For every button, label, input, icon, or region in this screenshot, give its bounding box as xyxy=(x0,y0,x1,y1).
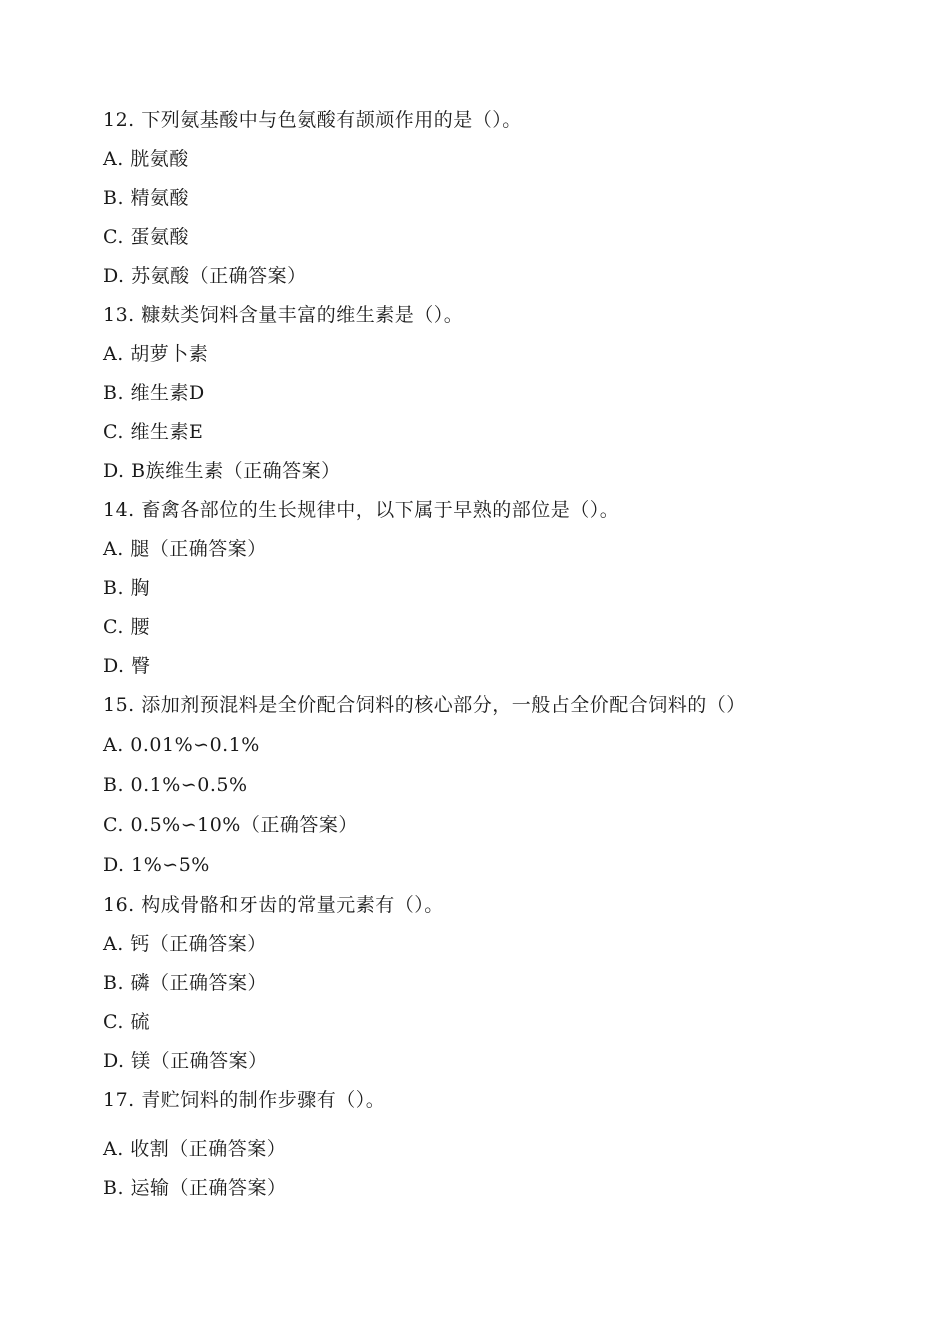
question-16-option-b: B. 磷（正确答案） xyxy=(103,972,268,994)
question-16-option-a: A. 钙（正确答案） xyxy=(103,933,267,955)
question-16-option-d: D. 镁（正确答案） xyxy=(103,1050,268,1072)
question-13-option-d: D. B族维生素（正确答案） xyxy=(103,460,341,482)
question-13-option-c: C. 维生素E xyxy=(103,421,204,443)
question-12-option-d: D. 苏氨酸（正确答案） xyxy=(103,265,307,287)
question-12-option-c: C. 蛋氨酸 xyxy=(103,226,189,248)
question-12-stem: 12. 下列氨基酸中与色氨酸有颉颃作用的是（）。 xyxy=(103,109,522,131)
question-14-option-d: D. 臀 xyxy=(103,655,151,677)
question-15-stem: 15. 添加剂预混料是全价配合饲料的核心部分，一般占全价配合饲料的（） xyxy=(103,694,746,716)
question-17-stem: 17. 青贮饲料的制作步骤有（）。 xyxy=(103,1089,386,1111)
question-15-option-c: C. 0.5%∽10%（正确答案） xyxy=(103,814,358,836)
question-14-option-a: A. 腿（正确答案） xyxy=(103,538,267,560)
question-14-option-c: C. 腰 xyxy=(103,616,150,638)
question-15-option-d: D. 1%∽5% xyxy=(103,854,210,876)
question-14-option-b: B. 胸 xyxy=(103,577,151,599)
question-17-option-a: A. 收割（正确答案） xyxy=(103,1138,287,1160)
question-16-option-c: C. 硫 xyxy=(103,1011,150,1033)
question-12-option-a: A. 胱氨酸 xyxy=(103,148,189,170)
question-15-option-b: B. 0.1%∽0.5% xyxy=(103,774,248,796)
question-12-option-b: B. 精氨酸 xyxy=(103,187,190,209)
question-17-option-b: B. 运输（正确答案） xyxy=(103,1177,287,1199)
question-14-stem: 14. 畜禽各部位的生长规律中，以下属于早熟的部位是（）。 xyxy=(103,499,620,521)
question-16-stem: 16. 构成骨骼和牙齿的常量元素有（）。 xyxy=(103,894,444,916)
question-15-option-a: A. 0.01%∽0.1% xyxy=(103,734,260,756)
question-13-option-b: B. 维生素D xyxy=(103,382,205,404)
question-13-option-a: A. 胡萝卜素 xyxy=(103,343,209,365)
question-13-stem: 13. 糠麸类饲料含量丰富的维生素是（）。 xyxy=(103,304,464,326)
